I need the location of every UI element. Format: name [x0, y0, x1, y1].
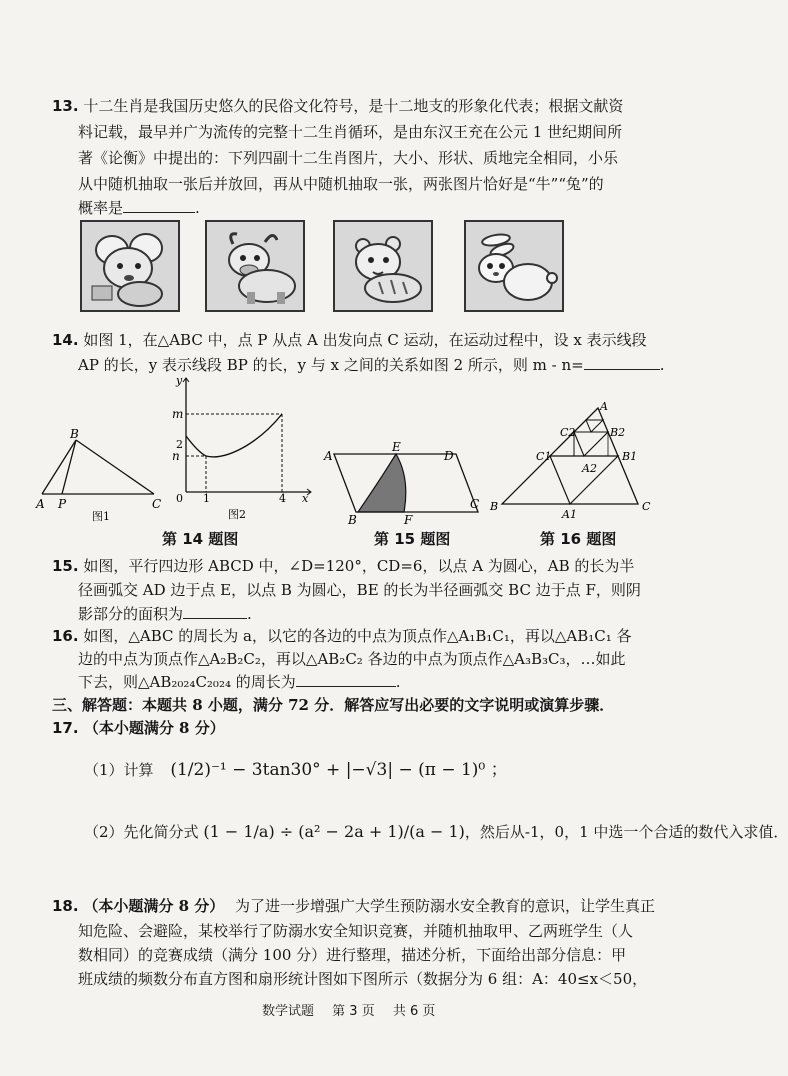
- q13-line4: 从中随机抽取一张后并放回，再从中随机抽取一张，两张图片恰好是“牛”“兔”的: [78, 175, 604, 193]
- f15-B: B: [348, 513, 357, 527]
- answer-blank-16: [296, 672, 396, 687]
- q18-text1: 为了进一步增强广大学生预防溺水安全教育的意识，让学生真正: [235, 897, 656, 915]
- figure-14-2: [166, 372, 316, 522]
- q16-number: 16.: [52, 627, 79, 645]
- q14-text1: 如图 1，在△ABC 中，点 P 从点 A 出发向点 C 运动，在运动过程中，设 x 表示线段: [83, 331, 647, 349]
- q17-part2-expr: (1 − 1/a) ÷ (a² − 2a + 1)/(a − 1): [203, 822, 465, 841]
- f15-F: F: [404, 513, 413, 527]
- f2-two: 2: [176, 438, 183, 451]
- f16-B1: B1: [622, 450, 638, 463]
- q16-line2: 边的中点为顶点作△A₂B₂C₂，再以△AB₂C₂ 各边的中点为顶点作△A₃B₃C₃，…如此: [78, 650, 626, 668]
- q15-line3: [78, 604, 252, 624]
- q13-line3: 著《论衡》中提出的：下列四副十二生肖图片，大小、形状、质地完全相同，小乐: [78, 149, 619, 167]
- f16-B: B: [490, 500, 499, 513]
- footer-total: 共 6 页: [392, 1004, 436, 1019]
- q17-part2: [84, 822, 788, 842]
- q17-number: 17.: [52, 719, 79, 737]
- f2-y: y: [176, 374, 183, 387]
- f2-m: m: [172, 407, 184, 421]
- rat-icon: [82, 222, 178, 310]
- q15-line1: [52, 556, 634, 576]
- tiger-icon: [335, 222, 431, 310]
- q17-part1-label: （1）计算: [84, 761, 154, 779]
- q13-line1: [52, 96, 623, 116]
- section-3-heading: 三、解答题：本题共 8 小题，满分 72 分．解答应写出必要的文字说明或演算步骤．: [52, 696, 615, 714]
- f16-A: A: [600, 400, 608, 413]
- f1-A: A: [36, 497, 45, 511]
- rat-card: [80, 220, 180, 312]
- page-footer: [262, 1000, 435, 1019]
- f1-P: P: [58, 497, 67, 511]
- caption-15: 第 15 题图: [374, 530, 451, 548]
- figure-15: [320, 440, 488, 527]
- f2-origin: 0: [176, 492, 183, 505]
- q17-part1: [84, 760, 508, 780]
- q16-period: .: [395, 673, 401, 691]
- caption-14: 第 14 题图: [162, 530, 239, 548]
- q16-line1: [52, 626, 632, 646]
- f1-B: B: [70, 427, 79, 441]
- q15-number: 15.: [52, 557, 79, 575]
- q13-text5: 概率是: [78, 199, 124, 217]
- q17-title: （本小题满分 8 分）: [83, 719, 225, 737]
- f16-B2: B2: [610, 426, 626, 439]
- q13-line2: 料记载，最早并广为流传的完整十二生肖循环，是由东汉王充在公元 1 世纪期间所: [78, 123, 623, 141]
- footer-subject: 数学试题: [262, 1004, 315, 1019]
- fig2-label: 图2: [228, 508, 246, 521]
- q15-period: .: [247, 605, 252, 623]
- q17-header: [52, 718, 225, 738]
- f16-C1: C1: [536, 450, 552, 463]
- q16-text1: 如图，△ABC 的周长为 a，以它的各边的中点为顶点作△A₁B₁C₁，再以△AB₁C₁ 各: [83, 627, 632, 645]
- q17-part2-label: （2）先化简分式: [84, 823, 199, 841]
- answer-blank-15: [183, 604, 247, 619]
- q18-line2: 知危险、会避险，某校举行了防溺水安全知识竞赛，并随机抽取甲、乙两班学生（人: [78, 922, 634, 940]
- f16-A2: A2: [582, 462, 597, 475]
- f2-n: n: [172, 449, 180, 463]
- f15-E: E: [392, 440, 401, 454]
- q15-text1: 如图，平行四边形 ABCD 中，∠D=120°，CD=6，以点 A 为圆心，AB 的长为半: [83, 557, 635, 575]
- q18-line1: [52, 896, 655, 916]
- q18-line4: 班成绩的频数分布直方图和扇形统计图如下图所示（数据分为 6 组：A：40≤x＜50，: [78, 970, 648, 988]
- f16-A1: A1: [562, 508, 577, 521]
- f15-A: A: [324, 449, 333, 463]
- answer-blank-14: [584, 355, 660, 370]
- f2-x: x: [302, 492, 309, 505]
- ox-icon: [207, 222, 303, 310]
- q15-text3: 影部分的面积为: [78, 605, 184, 623]
- figure-16: [486, 400, 660, 524]
- rabbit-card: [464, 220, 564, 312]
- answer-blank-13: [123, 198, 195, 213]
- q18-number: 18.: [52, 897, 79, 915]
- rabbit-icon: [466, 222, 562, 310]
- q14-line1: [52, 330, 647, 350]
- footer-page: 第 3 页: [332, 1004, 375, 1019]
- q13-line5: [78, 198, 200, 218]
- q18-title: （本小题满分 8 分）: [83, 897, 225, 915]
- f16-C2: C2: [560, 426, 576, 439]
- f1-C: C: [152, 497, 162, 511]
- q13-number: 13.: [52, 97, 79, 115]
- q16-text3: 下去，则△AB₂₀₂₄C₂₀₂₄ 的周长为: [78, 673, 296, 691]
- figure-14-1: [30, 418, 170, 523]
- q14-period: .: [659, 356, 665, 374]
- q17-part2-tail: ，然后从-1，0，1 中选一个合适的数代入求值．: [464, 823, 788, 841]
- ox-card: [205, 220, 305, 312]
- q16-line3: [78, 672, 401, 692]
- f15-C: C: [470, 497, 480, 511]
- q17-part1-expr: (1/2)⁻¹ − 3tan30° + |−√3| − (π − 1)⁰ ；: [170, 760, 508, 780]
- f16-C: C: [642, 500, 651, 513]
- q18-line3: 数相同）的竞赛成绩（满分 100 分）进行整理，描述分析，下面给出部分信息：甲: [78, 946, 627, 964]
- caption-16: 第 16 题图: [540, 530, 617, 548]
- f2-four: 4: [279, 492, 286, 505]
- fig1-label: 图1: [92, 510, 110, 523]
- q13-period: .: [195, 199, 200, 217]
- q15-line2: 径画弧交 AD 边于点 E，以点 B 为圆心，BE 的长为半径画弧交 BC 边于点 F，则阴: [78, 581, 641, 599]
- q14-number: 14.: [52, 331, 79, 349]
- f15-D: D: [444, 449, 454, 463]
- tiger-card: [333, 220, 433, 312]
- q14-text2: AP 的长，y 表示线段 BP 的长，y 与 x 之间的关系如图 2 所示，则 m - n=: [78, 356, 584, 374]
- f2-one: 1: [203, 492, 210, 505]
- q13-text1: 十二生肖是我国历史悠久的民俗文化符号，是十二地支的形象化代表；根据文献资: [83, 97, 624, 115]
